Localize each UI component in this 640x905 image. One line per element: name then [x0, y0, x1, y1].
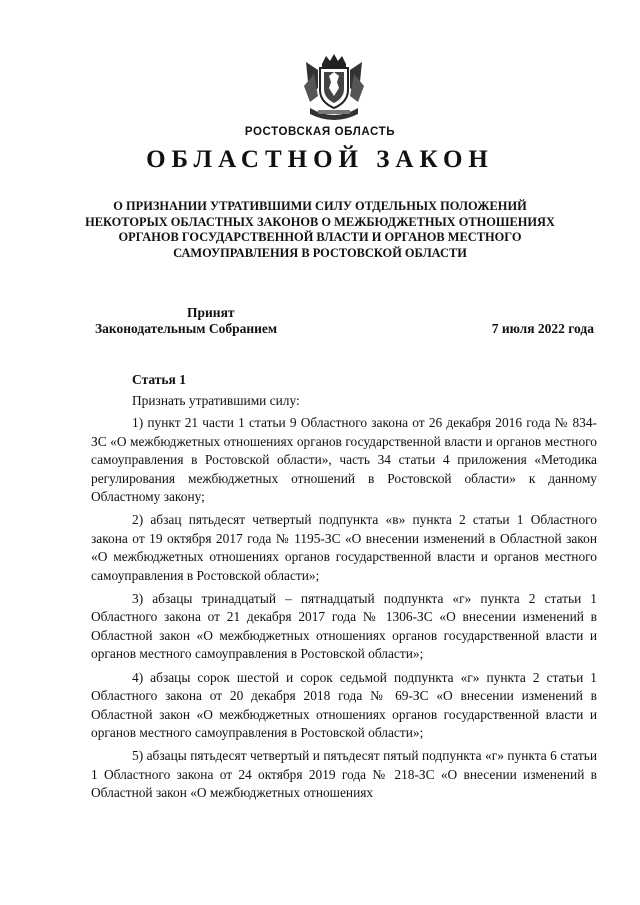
article-item: 3) абзацы тринадцатый – пятнадцатый подпункта «г» пункта 2 статьи 1 Областного закона от 21 декабря 2017 года № 1306-ЗС «О внесении изменений в Областной закон «О межбюджетных отношениях органов государственной власти и органов местного самоуправления в Ростовской области»;: [91, 591, 597, 662]
document-type: ОБЛАСТНОЙ ЗАКОН: [146, 146, 494, 173]
law-title-line: О ПРИЗНАНИИ УТРАТИВШИМИ СИЛУ ОТДЕЛЬНЫХ ПОЛОЖЕНИЙ: [113, 199, 527, 213]
law-title-line: ОРГАНОВ ГОСУДАРСТВЕННОЙ ВЛАСТИ И ОРГАНОВ МЕСТНОГО: [118, 230, 522, 244]
adopting-body: Законодательным Собранием: [95, 321, 278, 336]
article-item: 4) абзацы сорок шестой и сорок седьмой подпункта «г» пункта 2 статьи 1 Областного закона от 20 декабря 2018 года № 69-ЗС «О внесении изменений в Областной закон «О межбюджетных отношениях органов государственной власти и органов местного самоуправления в Ростовской области»;: [91, 669, 597, 740]
article-heading: Статья 1: [132, 372, 186, 387]
adopted-label: Принят: [187, 305, 235, 320]
coat-of-arms-icon: [300, 52, 368, 124]
law-title-line: НЕКОТОРЫХ ОБЛАСТНЫХ ЗАКОНОВ О МЕЖБЮДЖЕТНЫХ ОТНОШЕНИЯХ: [85, 214, 555, 229]
article-item: 1) пункт 21 части 1 статьи 9 Областного закона от 26 декабря 2016 года № 834-ЗС «О межбюджетных отношениях органов государственной власти и органов местного самоуправления в Ростовской области», часть 34 статьи 4 приложения «Методика регулирования межбюджетных отношений в Ростовской области» к данному Областному закону;: [91, 415, 597, 505]
adoption-authority: [95, 305, 315, 337]
law-title: [80, 199, 560, 261]
adoption-date: 7 июля 2022 года: [491, 321, 594, 336]
law-title-line: САМОУПРАВЛЕНИЯ В РОСТОВСКОЙ ОБЛАСТИ: [173, 245, 467, 260]
region-name: РОСТОВСКАЯ ОБЛАСТЬ: [244, 126, 396, 138]
article-intro: Признать утратившими силу:: [132, 393, 300, 408]
article-item: 2) абзац пятьдесят четвертый подпункта «в» пункта 2 статьи 1 Областного закона от 19 октября 2017 года № 1195-ЗС «О внесении изменений в Областной закон «О межбюджетных отношениях органов государственной власти и органов местного самоуправления в Ростовской области»;: [91, 512, 597, 583]
article-item: 5) абзацы пятьдесят четвертый и пятьдесят пятый подпункта «г» пункта 6 статьи 1 Областного закона от 24 октября 2019 года № 218-ЗС «О внесении изменений в Областной закон «О межбюджетных отношениях: [91, 748, 597, 801]
article-body: [91, 392, 597, 808]
